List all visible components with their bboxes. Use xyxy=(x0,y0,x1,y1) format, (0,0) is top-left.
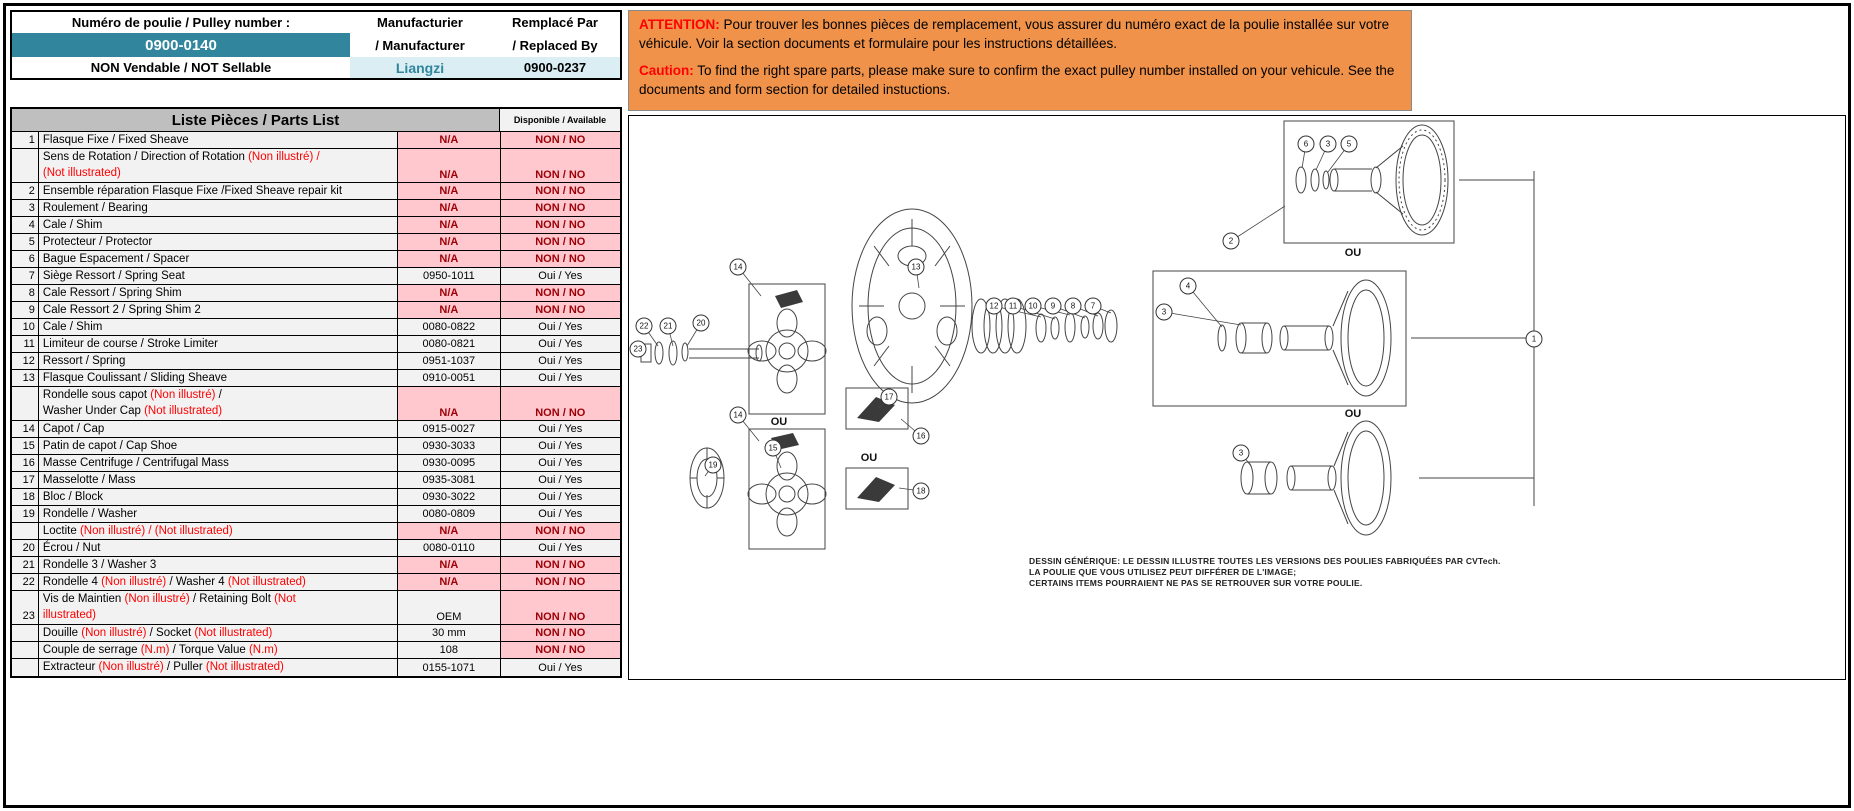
part-number-cell: OEM xyxy=(398,591,500,624)
parts-row xyxy=(12,319,620,336)
item-number-cell: 5 xyxy=(12,234,39,250)
availability-cell: Oui / Yes xyxy=(538,355,583,367)
part-number-cell: 0910-0051 xyxy=(398,370,500,386)
parts-row xyxy=(12,455,620,472)
availability-cell: NON / NO xyxy=(501,200,620,216)
item-number-cell xyxy=(12,659,39,676)
svg-text:6: 6 xyxy=(1303,139,1309,149)
parts-row xyxy=(12,557,620,574)
svg-text:12: 12 xyxy=(989,301,999,311)
item-number-cell: 8 xyxy=(12,285,39,301)
replaced-by-label-fr: Remplacé Par xyxy=(512,15,598,30)
part-number-cell: N/A xyxy=(398,234,500,250)
part-number-cell: N/A xyxy=(398,149,500,182)
parts-row xyxy=(12,523,620,540)
pulley-number-value: 0900-0140 xyxy=(12,33,350,57)
svg-text:3: 3 xyxy=(1161,307,1167,317)
parts-row xyxy=(12,285,620,302)
item-number-cell xyxy=(12,625,39,641)
svg-text:16: 16 xyxy=(916,431,926,441)
svg-text:15: 15 xyxy=(768,443,778,453)
parts-row xyxy=(12,659,620,676)
part-name-cell: Douille (Non illustré) / Socket (Not illustrated) xyxy=(39,625,398,641)
parts-row xyxy=(12,302,620,319)
item-number-cell: 10 xyxy=(12,319,39,335)
availability-cell: Oui / Yes xyxy=(538,474,583,486)
caption-line-3: CERTAINS ITEMS POURRAIENT NE PAS SE RETROUVER SUR VOTRE POULIE. xyxy=(1029,578,1363,588)
part-name-cell: Masselotte / Mass xyxy=(39,472,398,488)
item-number-cell xyxy=(12,149,39,182)
availability-cell: Oui / Yes xyxy=(538,661,583,674)
svg-text:13: 13 xyxy=(911,262,921,272)
parts-row xyxy=(12,234,620,251)
item-number-cell: 22 xyxy=(12,574,39,590)
part-number-cell: N/A xyxy=(398,217,500,233)
svg-text:20: 20 xyxy=(696,318,706,328)
svg-text:3: 3 xyxy=(1238,448,1244,458)
part-name-cell: Bague Espacement / Spacer xyxy=(39,251,398,267)
item-number-cell: 4 xyxy=(12,217,39,233)
part-name-cell: Roulement / Bearing xyxy=(39,200,398,216)
part-number-cell: N/A xyxy=(398,183,500,199)
exploded-diagram-panel xyxy=(628,115,1846,680)
availability-cell: NON / NO xyxy=(501,234,620,250)
parts-table-header-row xyxy=(12,109,620,132)
availability-cell: NON / NO xyxy=(501,625,620,641)
part-number-cell: 0080-0809 xyxy=(398,506,500,522)
diagram-caption xyxy=(1029,556,1629,589)
part-name-cell: Écrou / Nut xyxy=(39,540,398,556)
parts-row xyxy=(12,591,620,625)
parts-row xyxy=(12,489,620,506)
svg-text:19: 19 xyxy=(708,460,718,470)
part-number-cell: 0080-0822 xyxy=(398,319,500,335)
pulley-info-header xyxy=(10,10,622,80)
item-number-cell: 6 xyxy=(12,251,39,267)
item-number-cell xyxy=(12,523,39,539)
attention-label-fr: ATTENTION: xyxy=(639,17,720,32)
parts-table xyxy=(10,107,622,678)
replaced-by-label-en: / Replaced By xyxy=(512,37,598,53)
availability-cell: NON / NO xyxy=(501,591,620,624)
part-name-cell: Rondelle 3 / Washer 3 xyxy=(39,557,398,573)
item-number-cell: 20 xyxy=(12,540,39,556)
availability-cell: NON / NO xyxy=(501,285,620,301)
availability-cell: NON / NO xyxy=(501,642,620,658)
parts-row xyxy=(12,217,620,234)
availability-cell: Oui / Yes xyxy=(538,508,583,520)
part-name-cell: Ressort / Spring xyxy=(39,353,398,369)
item-number-cell: 17 xyxy=(12,472,39,488)
part-number-cell: N/A xyxy=(398,574,500,590)
part-name-cell: Ensemble réparation Flasque Fixe /Fixed Sheave repair kit xyxy=(39,183,398,199)
part-number-cell: 108 xyxy=(398,642,500,658)
svg-text:10: 10 xyxy=(1028,301,1038,311)
availability-cell: NON / NO xyxy=(501,557,620,573)
availability-cell: NON / NO xyxy=(501,251,620,267)
part-number-cell: 0080-0821 xyxy=(398,336,500,352)
or-label: OU xyxy=(860,452,878,464)
availability-cell: NON / NO xyxy=(501,574,620,590)
svg-text:7: 7 xyxy=(1090,301,1096,311)
sellable-status: NON Vendable / NOT Sellable xyxy=(90,60,272,75)
parts-row xyxy=(12,472,620,489)
manufacturer-value: Liangzi xyxy=(350,57,490,78)
or-label: OU xyxy=(1344,247,1362,259)
item-number-cell: 15 xyxy=(12,438,39,454)
part-number-cell: 0951-1037 xyxy=(398,353,500,369)
available-column-header: Disponible / Available xyxy=(500,109,620,131)
parts-row xyxy=(12,268,620,285)
svg-text:8: 8 xyxy=(1070,301,1076,311)
parts-row xyxy=(12,336,620,353)
part-name-cell: Bloc / Block xyxy=(39,489,398,505)
part-name-cell: Patin de capot / Cap Shoe xyxy=(39,438,398,454)
parts-table-body xyxy=(12,132,620,676)
parts-row xyxy=(12,370,620,387)
pulley-number-label: Numéro de poulie / Pulley number : xyxy=(71,15,291,30)
item-number-cell: 19 xyxy=(12,506,39,522)
svg-text:11: 11 xyxy=(1008,301,1018,311)
availability-cell: NON / NO xyxy=(501,302,620,318)
replaced-by-value: 0900-0237 xyxy=(490,57,620,78)
parts-row xyxy=(12,438,620,455)
attention-text-fr: Pour trouver les bonnes pièces de remplacement, vous assurer du numéro exact de la poulie installée sur votre véhicule. Voir la section documents et formulaire pour les instructions détaillées. xyxy=(639,17,1390,51)
parts-row xyxy=(12,642,620,659)
parts-row xyxy=(12,251,620,268)
attention-paragraph-fr xyxy=(639,16,1401,53)
availability-cell: Oui / Yes xyxy=(538,321,583,333)
part-number-cell: N/A xyxy=(398,200,500,216)
svg-text:5: 5 xyxy=(1346,139,1352,149)
part-name-cell: Cale Ressort 2 / Spring Shim 2 xyxy=(39,302,398,318)
manufacturer-label-fr: Manufacturier xyxy=(377,15,463,30)
part-name-cell: Rondelle 4 (Non illustré) / Washer 4 (Not illustrated) xyxy=(39,574,398,590)
svg-text:2: 2 xyxy=(1228,236,1234,246)
part-number-cell: N/A xyxy=(398,523,500,539)
part-name-cell: Rondelle / Washer xyxy=(39,506,398,522)
caution-label-en: Caution: xyxy=(639,63,694,79)
availability-cell: Oui / Yes xyxy=(538,270,583,282)
part-name-cell: Loctite (Non illustré) / (Not illustrated) xyxy=(39,523,398,539)
parts-row xyxy=(12,574,620,591)
parts-row xyxy=(12,387,620,421)
item-number-cell: 14 xyxy=(12,421,39,437)
parts-row xyxy=(12,200,620,217)
parts-row xyxy=(12,183,620,200)
part-name-cell: Limiteur de course / Stroke Limiter xyxy=(39,336,398,352)
parts-row xyxy=(12,149,620,183)
svg-text:3: 3 xyxy=(1325,139,1331,149)
caution-text-en: To find the right spare parts, please make sure to confirm the exact pulley number installed on your vehicule. See the documents and form section for detailed instuctions. xyxy=(639,63,1395,97)
availability-cell: NON / NO xyxy=(501,183,620,199)
or-label: OU xyxy=(770,416,788,428)
availability-cell: NON / NO xyxy=(501,523,620,539)
part-number-cell: 0935-3081 xyxy=(398,472,500,488)
parts-row xyxy=(12,353,620,370)
attention-box xyxy=(628,10,1412,111)
item-number-cell: 2 xyxy=(12,183,39,199)
svg-text:21: 21 xyxy=(663,321,673,331)
svg-text:18: 18 xyxy=(916,486,926,496)
parts-row xyxy=(12,625,620,642)
caption-line-1: DESSIN GÉNÉRIQUE: LE DESSIN ILLUSTRE TOUTES LES VERSIONS DES POULIES FABRIQUÉES PAR CVTech. xyxy=(1029,556,1501,566)
availability-cell: NON / NO xyxy=(501,217,620,233)
parts-row xyxy=(12,421,620,438)
item-number-cell: 1 xyxy=(12,132,39,148)
part-name-cell: Cale / Shim xyxy=(39,217,398,233)
part-number-cell: 0950-1011 xyxy=(398,268,500,284)
part-number-cell: N/A xyxy=(398,387,500,420)
item-number-cell: 16 xyxy=(12,455,39,471)
part-name-cell: Cale Ressort / Spring Shim xyxy=(39,285,398,301)
manufacturer-label-en: / Manufacturer xyxy=(375,37,465,53)
item-number-cell xyxy=(12,642,39,658)
exploded-diagram-drawing xyxy=(629,116,1847,681)
availability-cell: Oui / Yes xyxy=(538,423,583,435)
part-number-cell: 0930-0095 xyxy=(398,455,500,471)
svg-text:23: 23 xyxy=(633,344,643,354)
svg-text:14: 14 xyxy=(733,410,743,420)
part-number-cell: 0915-0027 xyxy=(398,421,500,437)
or-label: OU xyxy=(1344,408,1362,420)
availability-cell: Oui / Yes xyxy=(538,542,583,554)
part-name-cell: Cale / Shim xyxy=(39,319,398,335)
part-number-cell: 0080-0110 xyxy=(398,540,500,556)
item-number-cell xyxy=(12,387,39,420)
part-number-cell: N/A xyxy=(398,557,500,573)
item-number-cell: 13 xyxy=(12,370,39,386)
part-name-cell: Couple de serrage (N.m) / Torque Value (N.m) xyxy=(39,642,398,658)
part-number-cell: N/A xyxy=(398,132,500,148)
availability-cell: Oui / Yes xyxy=(538,372,583,384)
caption-line-2: LA POULIE QUE VOUS UTILISEZ PEUT DIFFÉRER DE L'IMAGE; xyxy=(1029,567,1297,577)
item-number-cell: 23 xyxy=(12,591,39,624)
part-name-cell: Vis de Maintien (Non illustré) / Retaining Bolt (Not illustrated) xyxy=(39,591,398,624)
availability-cell: NON / NO xyxy=(501,149,620,182)
part-number-cell: N/A xyxy=(398,302,500,318)
item-number-cell: 9 xyxy=(12,302,39,318)
availability-cell: Oui / Yes xyxy=(538,491,583,503)
part-number-cell: 0155-1071 xyxy=(398,659,500,676)
parts-row xyxy=(12,132,620,149)
part-number-cell: 0930-3033 xyxy=(398,438,500,454)
svg-text:9: 9 xyxy=(1050,301,1056,311)
part-name-cell: Flasque Coulissant / Sliding Sheave xyxy=(39,370,398,386)
part-name-cell: Masse Centrifuge / Centrifugal Mass xyxy=(39,455,398,471)
availability-cell: Oui / Yes xyxy=(538,440,583,452)
part-number-cell: N/A xyxy=(398,251,500,267)
item-number-cell: 3 xyxy=(12,200,39,216)
diagram-callouts xyxy=(630,136,1542,499)
part-number-cell: 0930-3022 xyxy=(398,489,500,505)
part-name-cell: Siège Ressort / Spring Seat xyxy=(39,268,398,284)
availability-cell: Oui / Yes xyxy=(538,338,583,350)
svg-text:22: 22 xyxy=(639,321,649,331)
parts-row xyxy=(12,540,620,557)
svg-text:14: 14 xyxy=(733,262,743,272)
item-number-cell: 12 xyxy=(12,353,39,369)
availability-cell: NON / NO xyxy=(501,387,620,420)
item-number-cell: 18 xyxy=(12,489,39,505)
item-number-cell: 7 xyxy=(12,268,39,284)
part-name-cell: Rondelle sous capot (Non illustré) / Washer Under Cap (Not illustrated) xyxy=(39,387,398,420)
svg-text:17: 17 xyxy=(884,392,894,402)
parts-list-title: Liste Pièces / Parts List xyxy=(12,109,500,131)
part-number-cell: 30 mm xyxy=(398,625,500,641)
attention-paragraph-en xyxy=(639,62,1401,99)
part-name-cell: Protecteur / Protector xyxy=(39,234,398,250)
item-number-cell: 21 xyxy=(12,557,39,573)
part-name-cell: Sens de Rotation / Direction of Rotation (Non illustré) / (Not illustrated) xyxy=(39,149,398,182)
item-number-cell: 11 xyxy=(12,336,39,352)
svg-text:4: 4 xyxy=(1185,281,1191,291)
part-name-cell: Capot / Cap xyxy=(39,421,398,437)
part-number-cell: N/A xyxy=(398,285,500,301)
part-name-cell: Flasque Fixe / Fixed Sheave xyxy=(39,132,398,148)
availability-cell: NON / NO xyxy=(501,132,620,148)
parts-row xyxy=(12,506,620,523)
svg-text:1: 1 xyxy=(1531,334,1537,344)
availability-cell: Oui / Yes xyxy=(538,457,583,469)
part-name-cell: Extracteur (Non illustré) / Puller (Not illustrated) xyxy=(39,659,398,676)
